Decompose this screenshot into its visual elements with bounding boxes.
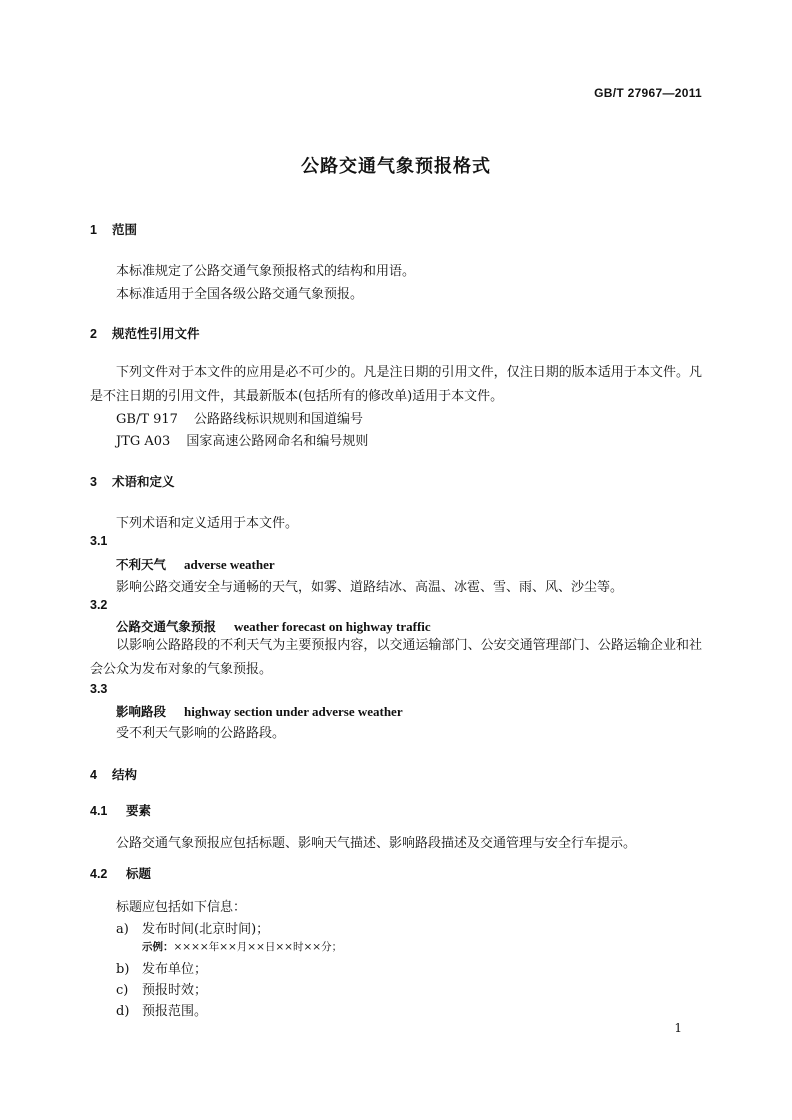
term-number: 3.2 — [90, 598, 108, 612]
term-number: 3.3 — [90, 682, 108, 696]
section-1-number: 1 — [90, 223, 97, 237]
reference-title: 国家高速公路网命名和编号规则 — [186, 434, 369, 449]
term-chinese: 影响路段 — [116, 704, 167, 719]
subsection-4-2-title: 标题 — [126, 866, 152, 881]
section-2-intro: 下列文件对于本文件的应用是必不可少的。凡是注日期的引用文件，仅注日期的版本适用于本文件。凡是不注日期的引用文件，其最新版本(包括所有的修改单)适用于本文件。 — [90, 365, 702, 404]
section-3-title: 术语和定义 — [112, 474, 175, 489]
term-title — [116, 617, 431, 635]
subsection-4-1-heading — [90, 801, 151, 819]
list-item — [116, 1000, 207, 1019]
subsection-4-1-text: 公路交通气象预报应包括标题、影响天气描述、影响路段描述及交通管理与安全行车提示。 — [116, 836, 637, 851]
reference-title: 公路路线标识规则和国道编号 — [193, 412, 363, 427]
subsection-4-2-heading — [90, 864, 151, 882]
reference-code: JTG A03 — [116, 434, 171, 449]
section-3-heading — [90, 472, 175, 490]
subsection-4-2-text: 标题应包括如下信息： — [116, 900, 247, 915]
list-item — [116, 958, 207, 977]
reference-item — [116, 408, 363, 427]
subsection-4-1-number: 4.1 — [90, 804, 108, 818]
term-english: highway section under adverse weather — [184, 704, 403, 719]
list-text: 发布时间(北京时间)； — [142, 922, 270, 937]
term-number: 3.1 — [90, 534, 108, 548]
section-2-number: 2 — [90, 327, 97, 341]
term-english: weather forecast on highway traffic — [234, 619, 431, 634]
section-3-intro: 下列术语和定义适用于本文件。 — [116, 516, 299, 531]
term-chinese: 不利天气 — [116, 557, 167, 572]
term-definition: 影响公路交通安全与通畅的天气，如雾、道路结冰、高温、冰雹、雪、雨、风、沙尘等。 — [116, 580, 624, 595]
subsection-4-1-title: 要素 — [126, 803, 152, 818]
example-text: ××××年××月××日××时××分； — [173, 941, 343, 953]
section-1-title: 范围 — [112, 222, 138, 237]
term-chinese: 公路交通气象预报 — [116, 619, 217, 634]
document-title: 公路交通气象预报格式 — [301, 156, 491, 177]
section-1-heading — [90, 220, 137, 238]
standard-number: GB/T 27967—2011 — [594, 86, 702, 100]
section-2-heading — [90, 324, 200, 342]
section-4-title: 结构 — [112, 767, 138, 782]
list-item — [116, 979, 207, 998]
section-2-title: 规范性引用文件 — [112, 326, 200, 341]
list-text: 发布单位； — [142, 962, 208, 977]
section-1-paragraph-1: 本标准规定了公路交通气象预报格式的结构和用语。 — [116, 264, 416, 279]
term-english: adverse weather — [184, 557, 275, 572]
section-3-number: 3 — [90, 475, 97, 489]
list-item — [116, 918, 269, 937]
example-line — [142, 939, 342, 954]
section-4-heading — [90, 765, 137, 783]
list-label: a) — [116, 922, 129, 937]
term-definition: 受不利天气影响的公路路段。 — [116, 726, 286, 741]
page-number: 1 — [674, 1021, 682, 1035]
term-definition: 以影响公路路段的不利天气为主要预报内容，以交通运输部门、公安交通管理部门、公路运输企业和社会公众为发布对象的气象预报。 — [90, 638, 702, 677]
section-4-number: 4 — [90, 768, 97, 782]
list-label: c) — [116, 983, 129, 998]
term-title — [116, 555, 275, 573]
section-1-paragraph-2: 本标准适用于全国各级公路交通气象预报。 — [116, 287, 364, 302]
list-label: b) — [116, 962, 130, 977]
term-title — [116, 702, 403, 720]
list-text: 预报时效； — [142, 983, 208, 998]
reference-code: GB/T 917 — [116, 412, 178, 427]
list-text: 预报范围。 — [142, 1004, 208, 1019]
reference-item — [116, 430, 368, 449]
list-label: d) — [116, 1004, 130, 1019]
example-lead: 示例： — [142, 941, 174, 953]
subsection-4-2-number: 4.2 — [90, 867, 108, 881]
